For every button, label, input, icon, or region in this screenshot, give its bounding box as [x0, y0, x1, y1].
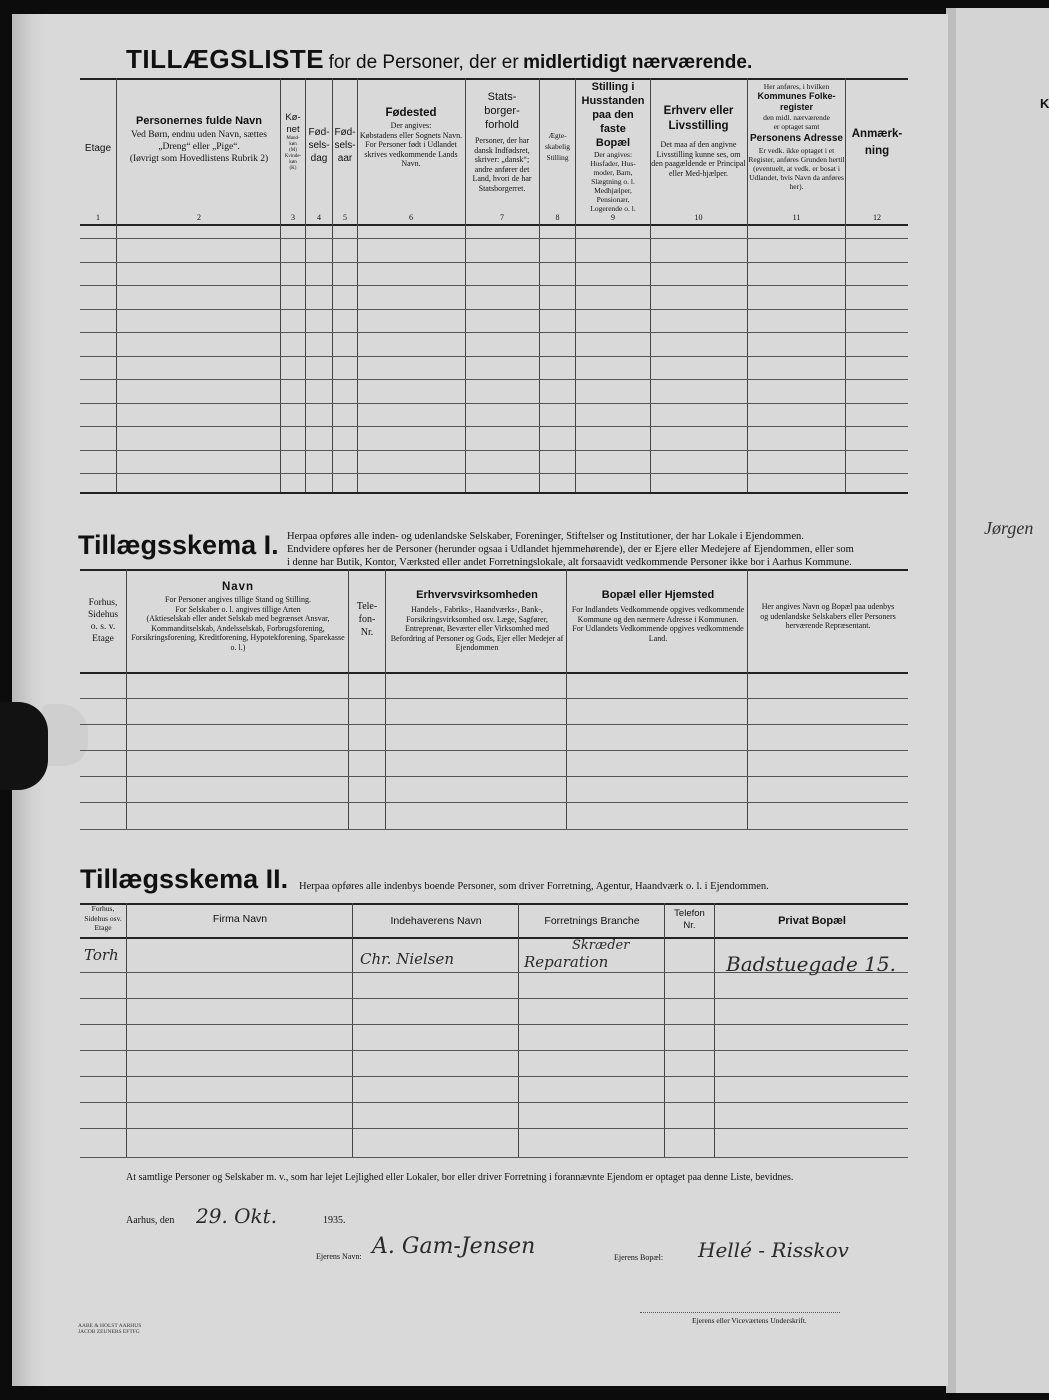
t1-col-marital: Ægte- skabelig Stilling — [545, 131, 570, 162]
t1-col-household: Stilling i Husstanden paa den faste Bopæl Der angives: Husfader, Hus- moder, Barn, Slægtning o. l. Medhjælper, Pensionær, Logerende o. l. — [581, 81, 645, 213]
s2-col-indehaver: Indehaverens Navn — [390, 915, 482, 927]
footer-city: Aarhus, den — [126, 1215, 175, 1226]
adjacent-page-handwriting: Jørgen — [984, 518, 1034, 538]
t1-col-etage: Etage — [84, 143, 112, 154]
rule — [80, 776, 908, 777]
t1-num-3: 3 — [291, 213, 295, 222]
t1-num-8: 8 — [555, 213, 560, 222]
rule — [80, 473, 908, 474]
s2-row1-etage: Torh — [84, 946, 119, 964]
footer-owner-signature: A. Gam-Jensen — [372, 1234, 536, 1259]
t1-col-gender: Kø- net Mand- køn (M) Kvinde- køn (K) — [284, 112, 302, 171]
t1-num-7: 7 — [500, 213, 504, 222]
rule — [80, 724, 908, 725]
printer-mark: AABE & HOLST AARHUS JACOB ZEUNERS EFTFG — [78, 1323, 142, 1335]
rule — [80, 309, 908, 310]
schema1-title: Tillægsskema I. — [78, 530, 279, 560]
signature-line — [640, 1312, 840, 1313]
t1-num-11: 11 — [792, 213, 801, 222]
rule — [80, 698, 908, 699]
schema2-description: Herpaa opføres alle indenbys boende Personer, som driver Forretning, Agentur, Haandværk o. l. i Ejendommen. — [299, 881, 769, 892]
s2-col-branche: Forretnings Branche — [544, 915, 640, 927]
t1-num-12: 12 — [873, 213, 881, 222]
t1-col-citizenship: Stats- borger- forhold Personer, der har dansk Indfødsret, skriver: „dansk“; andre anfører det Land, hvori de har Statsborgerret. — [472, 91, 532, 193]
t1-col-birthday: Fød- sels- dag — [308, 127, 330, 164]
footer-year: 1935. — [323, 1215, 346, 1226]
footer-statement: At samtlige Personer og Selskaber m. v., som har lejet Lejlighed eller Lokaler, bor eller driver Forretning i forannævnte Ejendom er optaget paa denne Liste, bevidnes. — [126, 1172, 794, 1183]
s1-col-bopael: Bopæl eller Hjemsted For Indlandets Vedkommende opgives vedkommende Kommune og den nærmere Adresse i Kommunen. For Udlandets Vedkommende opgives vedkommende Land. — [571, 589, 745, 643]
rule — [80, 998, 908, 999]
rule — [80, 356, 908, 357]
s2-row1-bopael: Badstuegade 15. — [726, 952, 896, 976]
t1-col-occupation: Erhverv eller Livsstilling Det maa af den angivne Livsstilling kunne ses, om den paagældende er Principal eller Med-hjælper. — [651, 105, 746, 178]
rule — [80, 1128, 908, 1129]
t1-num-10: 10 — [694, 213, 703, 222]
rule — [80, 238, 908, 239]
rule — [80, 403, 908, 404]
rule — [80, 802, 908, 803]
footer-owner-label: Ejerens Navn: — [316, 1252, 362, 1261]
adjacent-page-letter: K — [1040, 96, 1049, 111]
s2-row1-branche-top: Skræder — [572, 938, 630, 953]
footer-bopael-label: Ejerens Bopæl: — [614, 1253, 664, 1262]
t1-num-2: 2 — [197, 213, 201, 222]
t1-num-5: 5 — [343, 213, 347, 222]
s2-col-firma: Firma Navn — [212, 913, 268, 925]
rule — [80, 1050, 908, 1051]
rule — [80, 450, 908, 451]
rule — [80, 379, 908, 380]
rule — [80, 1076, 908, 1077]
rule — [80, 262, 908, 263]
rule — [80, 426, 908, 427]
t1-num-1: 1 — [96, 213, 100, 222]
t1-col-birthplace: Fødested Der angives: Købstadens eller Sognets Navn. For Personer født i Udlandet skrives vedkommende Lands Navn. — [359, 107, 463, 168]
s1-col-representative: Her angives Navn og Bopæl paa udenbys og udenlandske Selskabers eller Personers herværende Repræsentant. — [760, 602, 896, 630]
rule — [80, 1102, 908, 1103]
thumb — [42, 704, 88, 766]
s1-col-telefon: Tele- fon- Nr. — [356, 601, 378, 638]
rule — [80, 332, 908, 333]
s2-col-etage: Forhus, Sidehus osv. Etage — [84, 904, 122, 932]
rule — [80, 285, 908, 286]
footer-date: 29. Okt. — [196, 1204, 278, 1228]
adjacent-page — [946, 8, 1049, 1393]
t1-num-4: 4 — [317, 213, 321, 222]
s1-col-navn: Navn For Personer angives tillige Stand og Stilling. For Selskaber o. l. angives tillige Arten (Aktieselskab eller andet Selskab med begrænset Ansvar, Kommanditselskab, Andelsselskab, Forbrugsforening, Forsikringsforening, Kreditforening, Hypotekforening, Sparekasse o. l.) — [131, 581, 345, 652]
page-title: TILLÆGSLISTE for de Personer, der er midlertidigt nærværende. — [126, 44, 753, 74]
schema2-title: Tillægsskema II. — [80, 864, 289, 894]
footer-signature-label: Ejerens eller Viceværtens Underskrift. — [692, 1316, 807, 1325]
t1-col-name: Personernes fulde Navn Ved Børn, endnu uden Navn, sættes „Dreng“ eller „Pige“. (Iøvrigt som Hovedlistens Rubrik 2) — [129, 115, 269, 164]
rule — [80, 750, 908, 751]
s2-row1-indehaver: Chr. Nielsen — [360, 950, 455, 968]
s2-col-privat-bopael: Privat Bopæl — [778, 915, 846, 927]
rule — [80, 1024, 908, 1025]
s1-col-etage: Forhus, Sidehus o. s. v. Etage — [87, 598, 119, 644]
t1-col-address: Her anføres, i hvilken Kommunes Folke- register den midl. nærværende er optaget samt Personens Adresse Er vedk. ikke optaget i et Register, anføres Grunden hertil (eventuelt, at vedk. er bosat i Udlandet, hvis Navn da anføres her). — [748, 82, 845, 191]
schema1-description: Herpaa opføres alle inden- og udenlandske Selskaber, Foreninger, Stiftelser og Institutioner, der har Lokale i Ejendommen. Endvidere opføres her de Personer (herunder ogsaa i Udlandet hjemmehørende), der er Ejere eller Medejere af Ejendommen, eller som i denne har Butik, Kontor, Værksted eller andet Forretningslokale, alt forsaavidt vedkommende Personer ikke bor i Aarhus Kommune. — [287, 531, 854, 568]
s2-row1-branche: Reparation — [524, 953, 609, 971]
footer-bopael: Hellé - Risskov — [698, 1238, 849, 1262]
t1-col-birthyear: Fød- sels- aar — [334, 127, 356, 164]
thumb-shadow — [0, 702, 48, 790]
t1-num-9: 9 — [611, 213, 615, 222]
t1-num-6: 6 — [409, 213, 413, 222]
t1-col-remark: Anmærk- ning — [851, 128, 903, 157]
s1-col-erhverv: Erhvervsvirksomheden Handels-, Fabriks-, Haandværks-, Bank-, Forsikringsvirksomhed osv. Læge, Sagfører, Entreprenør, Beværter eller Virksomhed med Befordring af Personer og Gods, Ejer eller Medejer af Ejendommen — [390, 589, 564, 652]
s2-col-telefon: Telefon Nr. — [674, 908, 705, 931]
